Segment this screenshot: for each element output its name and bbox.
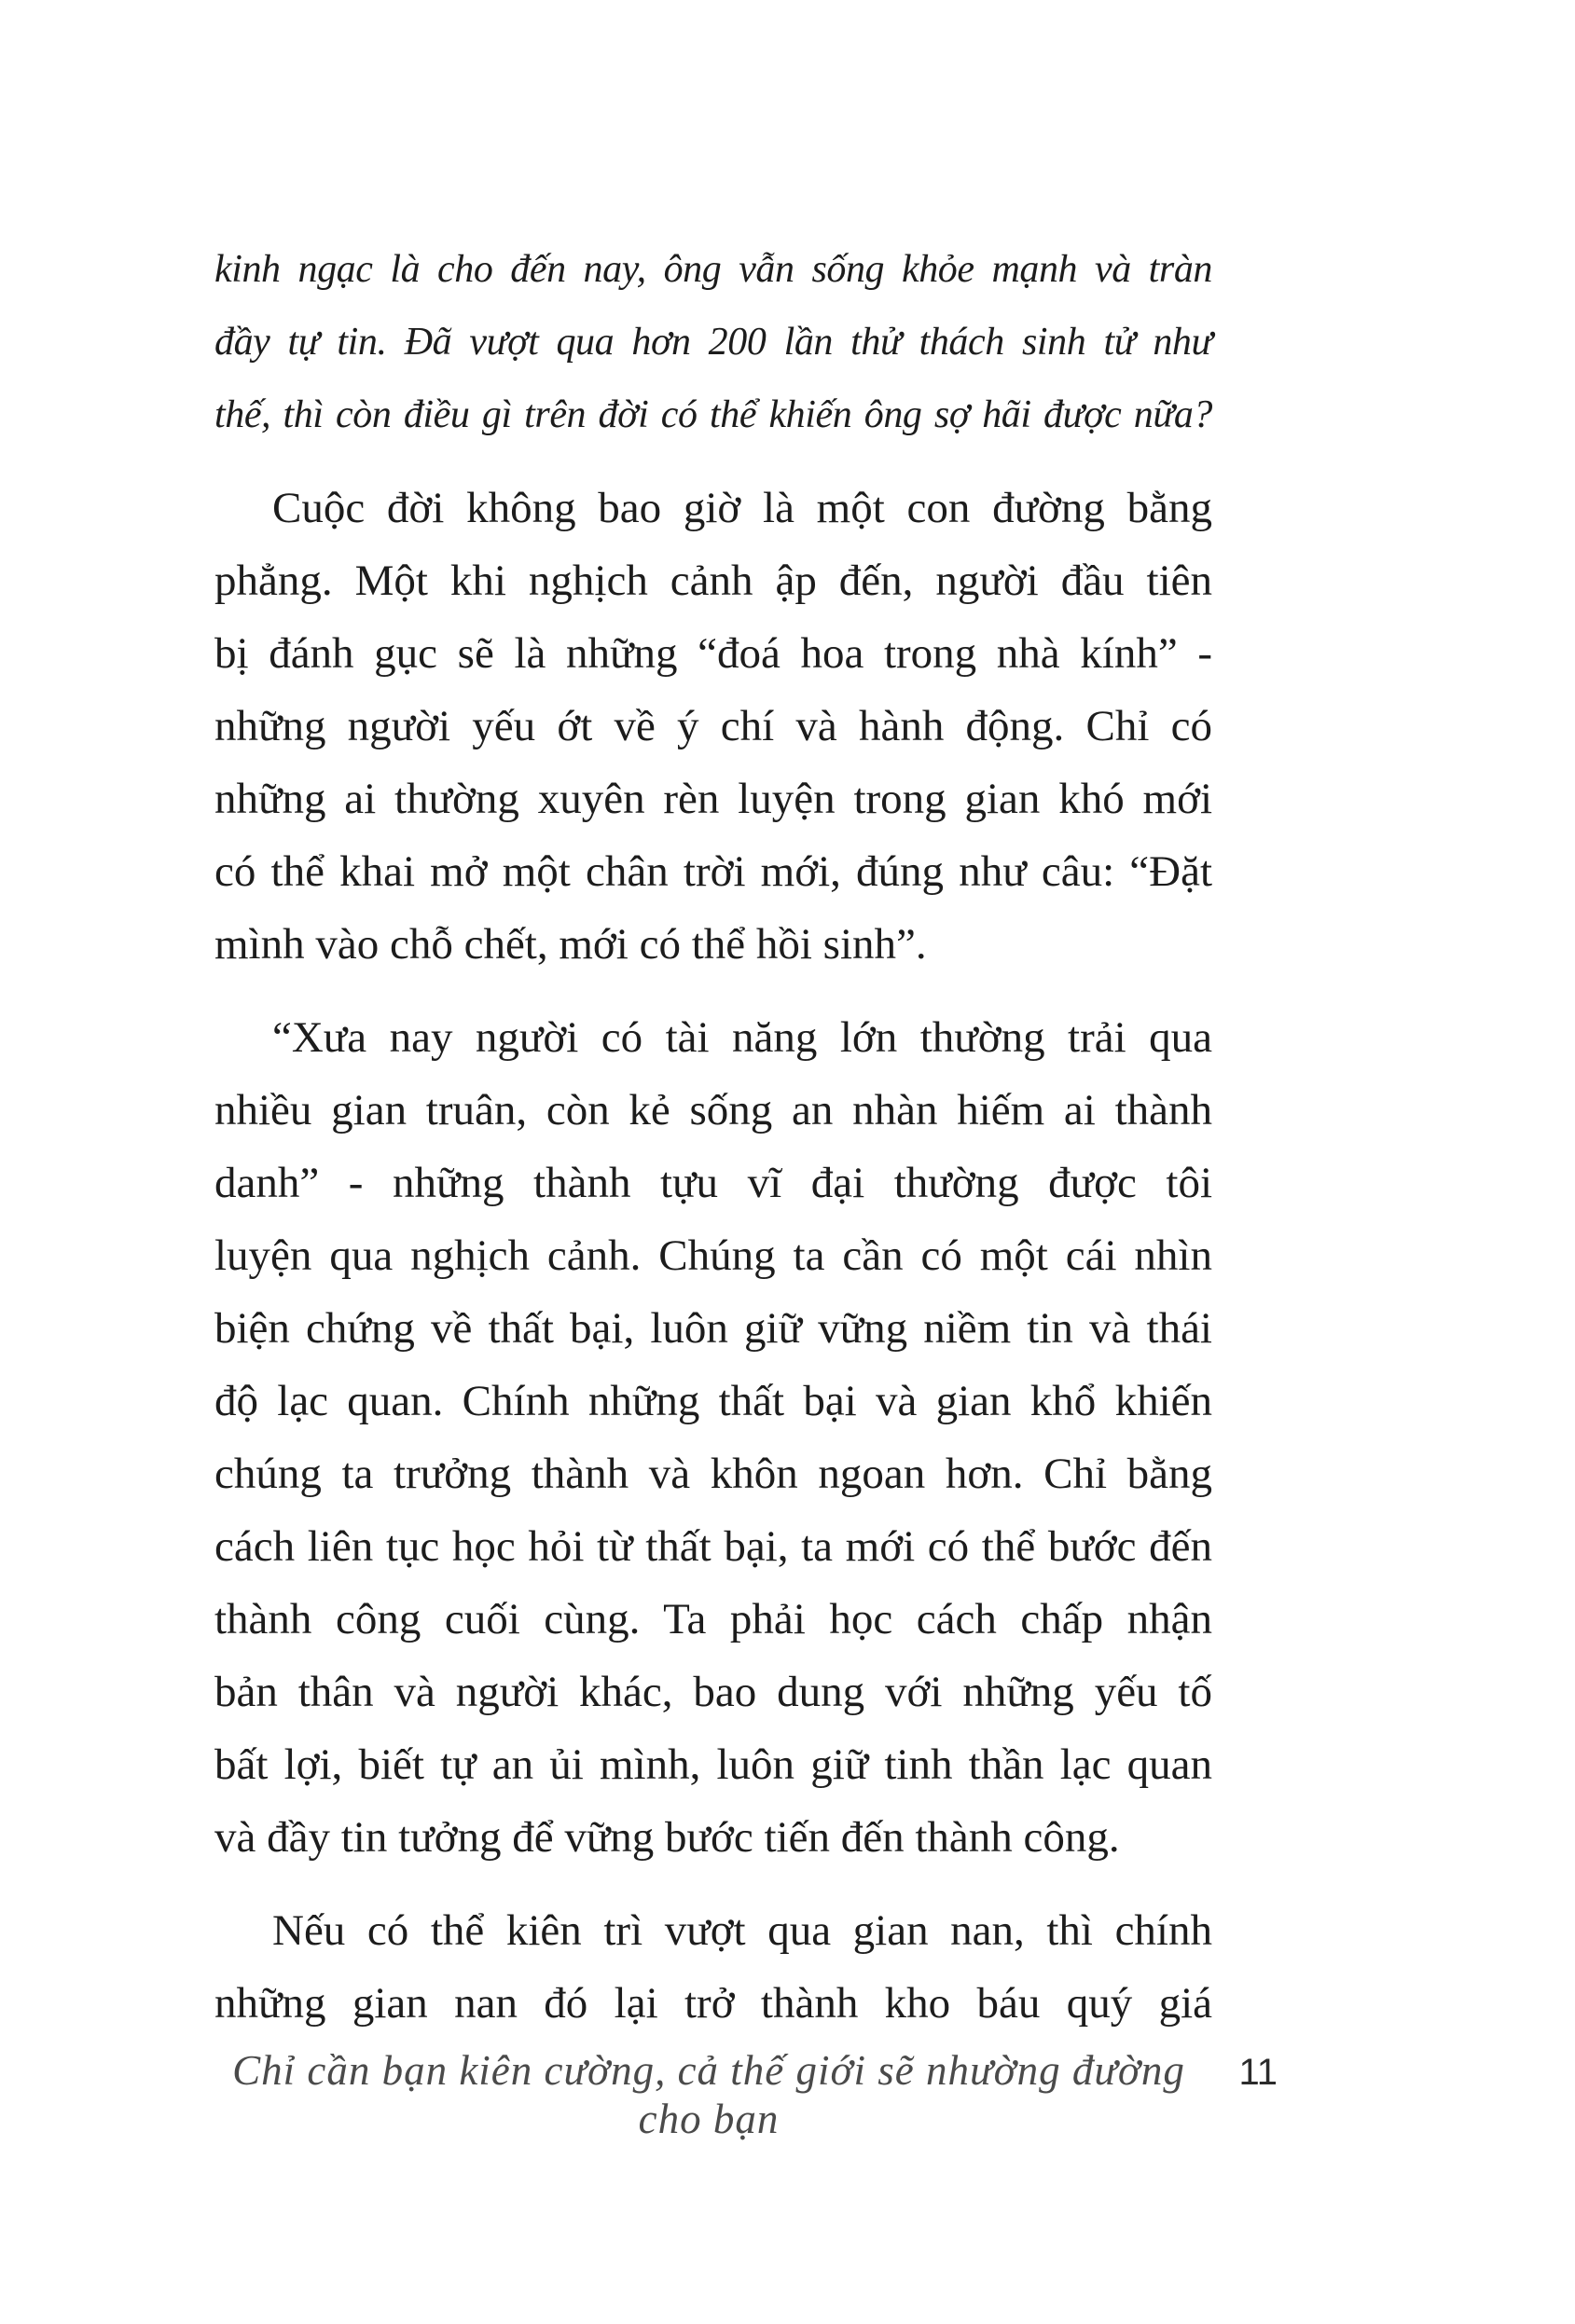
text-line: phẳng. Một khi nghịch cảnh ập đến, người đầu tiên xyxy=(214,557,1212,605)
text-line: chúng ta trưởng thành và khôn ngoan hơn. Chỉ bằng xyxy=(214,1450,1212,1498)
page-number: 11 xyxy=(1238,2052,1278,2093)
text-line: kinh ngạc là cho đến nay, ông vẫn sống khỏe mạnh và tràn xyxy=(214,248,1212,291)
text-line: bản thân và người khác, bao dung với những yếu tố xyxy=(214,1668,1212,1716)
text-line: có thể khai mở một chân trời mới, đúng như câu: “Đặt xyxy=(214,847,1212,896)
text-line: luyện qua nghịch cảnh. Chúng ta cần có một cái nhìn xyxy=(214,1231,1212,1280)
text-line: Cuộc đời không bao giờ là một con đường bằng xyxy=(272,484,1212,532)
text-line: thành công cuối cùng. Ta phải học cách chấp nhận xyxy=(214,1595,1212,1643)
text-line: đầy tự tin. Đã vượt qua hơn 200 lần thử thách sinh tử như xyxy=(214,321,1212,364)
text-line: những ai thường xuyên rèn luyện trong gian khó mới xyxy=(214,775,1212,823)
text-line: những gian nan đó lại trở thành kho báu quý giá xyxy=(214,1979,1212,2028)
text-line: Nếu có thể kiên trì vượt qua gian nan, thì chính xyxy=(272,1906,1212,1955)
text-line: thế, thì còn điều gì trên đời có thể khiến ông sợ hãi được nữa? xyxy=(214,393,1212,436)
text-line: và đầy tin tưởng để vững bước tiến đến thành công. xyxy=(214,1813,1120,1862)
text-line: “Xưa nay người có tài năng lớn thường trải qua xyxy=(272,1013,1212,1062)
text-line: cách liên tục học hỏi từ thất bại, ta mới có thể bước đến xyxy=(214,1522,1212,1571)
text-line: mình vào chỗ chết, mới có thể hồi sinh”. xyxy=(214,920,927,969)
text-line: những người yếu ớt về ý chí và hành động. Chỉ có xyxy=(214,702,1212,750)
text-line: biện chứng về thất bại, luôn giữ vững niềm tin và thái xyxy=(214,1304,1212,1353)
text-line: độ lạc quan. Chính những thất bại và gian khổ khiến xyxy=(214,1377,1212,1425)
text-block xyxy=(214,233,1212,2040)
paragraph xyxy=(214,1001,1212,1874)
text-line: bất lợi, biết tự an ủi mình, luôn giữ tinh thần lạc quan xyxy=(214,1740,1212,1789)
text-line: bị đánh gục sẽ là những “đoá hoa trong nhà kính” - xyxy=(214,629,1212,678)
page-footer xyxy=(214,2046,1278,2143)
paragraph-continuation xyxy=(214,233,1212,451)
running-title: Chỉ cần bạn kiên cường, cả thế giới sẽ nhường đường cho bạn xyxy=(232,2047,1185,2142)
text-line: nhiều gian truân, còn kẻ sống an nhàn hiếm ai thành xyxy=(214,1086,1212,1134)
paragraph xyxy=(214,1894,1212,2040)
paragraph xyxy=(214,472,1212,981)
text-line: danh” - những thành tựu vĩ đại thường được tôi xyxy=(214,1159,1212,1207)
